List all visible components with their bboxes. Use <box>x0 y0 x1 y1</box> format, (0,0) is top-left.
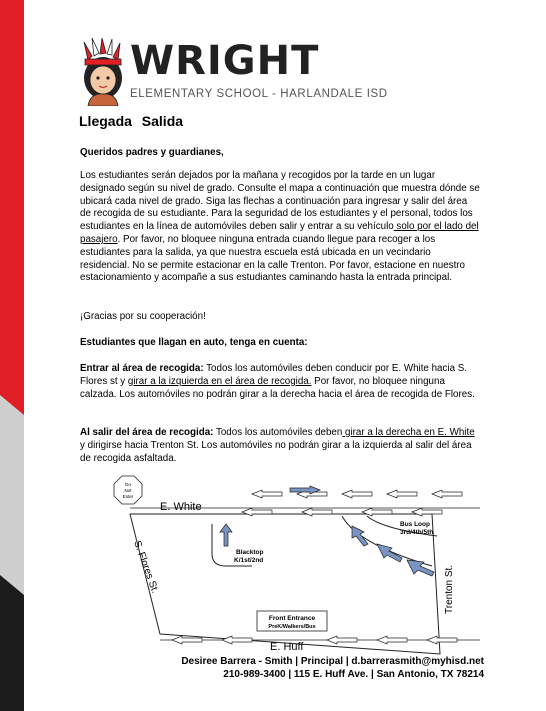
label-bus-loop-grades: 3rd/4th/5th <box>400 529 434 536</box>
mascot-logo-icon <box>78 38 128 106</box>
page-title <box>79 113 189 129</box>
title-dismissal: Salida <box>141 113 184 129</box>
greeting: Queridos padres y guardianes, <box>80 147 224 158</box>
label-e-white: E. White <box>160 501 202 513</box>
footer-line-1: Desiree Barrera - Smith | Principal | d.barrerasmith@myhisd.net <box>181 656 484 667</box>
title-arrival: Llegada <box>79 113 132 129</box>
intro-paragraph <box>80 170 480 285</box>
entry-left-turn: girar a la izquierda en el área de recogida. <box>127 375 312 387</box>
pickup-map <box>102 474 482 664</box>
school-logo-wordmark: WRIGHT <box>130 38 320 84</box>
label-bus-loop: Bus Loop <box>400 521 430 528</box>
exit-paragraph <box>80 427 480 465</box>
dne-line1: Do <box>125 482 131 487</box>
label-blacktop: Blacktop <box>236 549 264 556</box>
side-band-gray <box>0 415 24 595</box>
side-band-red <box>0 0 24 415</box>
label-blacktop-grades: K/1st/2nd <box>234 557 264 564</box>
dne-line3: Enter <box>122 494 134 499</box>
side-band-cut <box>0 395 24 415</box>
entry-text: Todos los automóviles deben conducir por E. White hacia S. Flores st y <box>80 363 468 387</box>
intro-text: Los estudiantes serán dejados por la mañana y recogidos por la tarde en un lugar designado según su nivel de grado. Consulte el mapa a continuación que muestra dónde se ubicará cada nivel de grado. Siga las flechas a continuación para ingresar y salir del área de recogida de su estudiante. Para la seguridad de los estudiantes y el personal, todos los estudiantes en la línea de automóviles deben salir y entrar a su vehículo <box>80 170 480 233</box>
thanks-line: ¡Gracias por su cooperación! <box>80 311 206 322</box>
exit-text-end: y dirigirse hacia Trenton St. Los automóviles no podrán girar a la izquierda al salir del área de recogida asfaltada. <box>80 439 472 464</box>
contact-footer <box>181 656 484 681</box>
side-band-black <box>0 595 24 711</box>
intro-passenger-side: solo por el lado del pasajero <box>80 221 479 245</box>
exit-text: Todos los automóviles deben <box>213 427 343 438</box>
exit-label: Al salir del área de recogida: <box>80 427 214 438</box>
school-subtitle: ELEMENTARY SCHOOL - HARLANDALE ISD <box>130 88 388 100</box>
label-s-flores: S. Flores St. <box>131 539 161 595</box>
label-e-huff: E. Huff <box>270 641 304 653</box>
entry-paragraph <box>80 363 480 401</box>
dne-line2: Not <box>124 488 132 493</box>
exit-right-turn: girar a la derecha en E. White <box>342 427 475 438</box>
footer-line-2: 210-989-3400 | 115 E. Huff Ave. | San Antonio, TX 78214 <box>223 668 484 680</box>
side-band-cut-2 <box>0 575 24 595</box>
intro-text-end: . Por favor, no bloquee ninguna entrada cuando llegue para recoger a los estudiantes para la salida, ya que nuestra escuela está ubicada en un vecindario residencial. No se permite estacionar en la calle Trenton. Por favor, estacione en nuestro estacionamiento y acompañe a sus estudiantes caminando hasta la entrada principal. <box>80 233 466 284</box>
top-arrows <box>242 490 462 516</box>
label-trenton: Trenton St. <box>444 564 455 614</box>
label-front-entrance: Front Entrance <box>268 615 316 622</box>
car-heading: Estudiantes que llagan en auto, tenga en cuenta: <box>80 337 308 348</box>
do-not-enter-sign <box>114 476 142 504</box>
label-front-entrance-sub: PreK/Walkers/Bus <box>268 624 316 630</box>
entry-text-end: Por favor, no bloquee ninguna calzada. Los automóviles no podrán girar a la derecha hacia el área de recogida de Flores. <box>80 375 475 400</box>
entry-label: Entrar al área de recogida: <box>80 363 204 374</box>
